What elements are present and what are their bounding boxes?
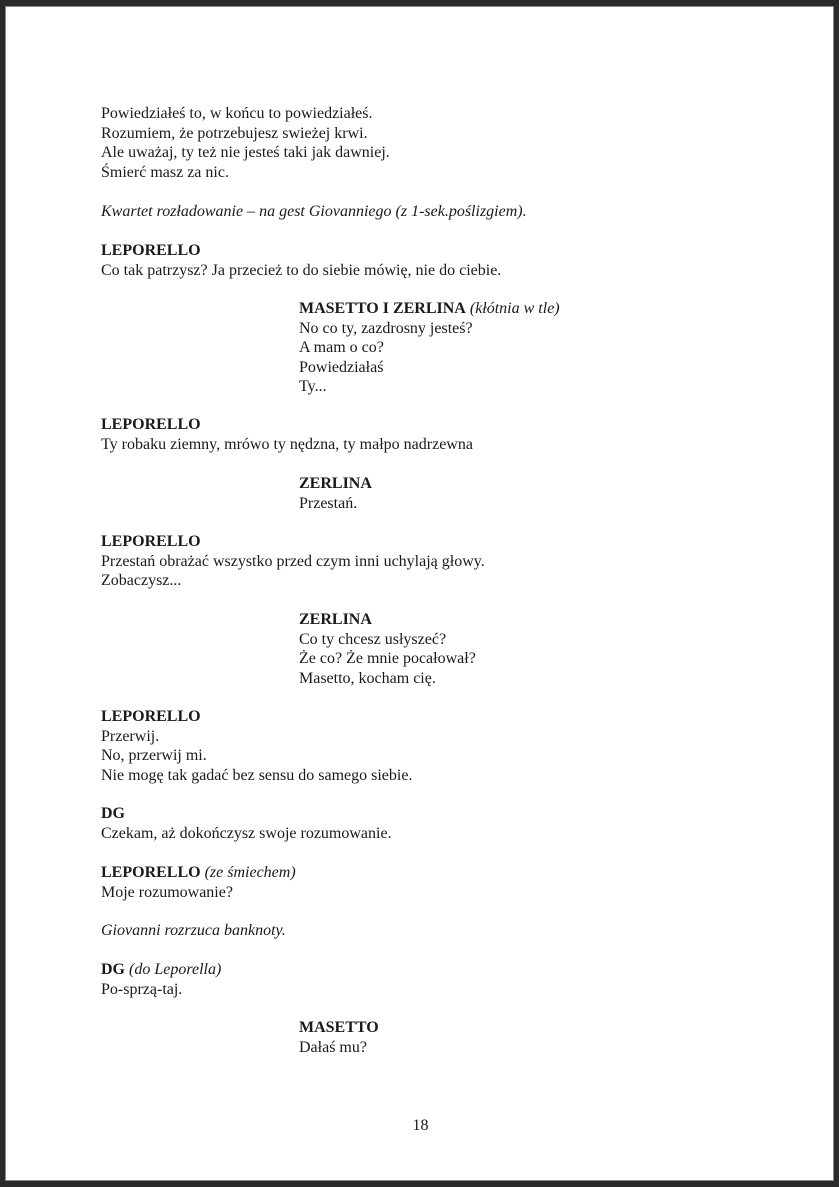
dialogue-line: No, przerwij mi.: [101, 747, 207, 764]
speech-block: [101, 804, 741, 843]
stage-direction-text: Giovanni rozrzuca banknoty.: [101, 922, 286, 939]
dialogue-line: Przestań obrażać wszystko przed czym inni uchylają głowy.: [101, 552, 485, 570]
dialogue-line: Co ty chcesz usłyszeć?: [299, 630, 447, 648]
speech-block: [299, 474, 739, 513]
stage-direction: [101, 921, 741, 941]
speech-block: [299, 299, 739, 397]
speaker-name: DG: [101, 805, 125, 822]
stage-direction: [101, 202, 741, 222]
dialogue-line: Przerwij.: [101, 727, 160, 745]
speaker-note: (kłótnia w tle): [469, 300, 560, 317]
dialogue-line: Ty...: [299, 378, 327, 395]
speech-block: [101, 960, 741, 999]
dialogue-line: Powiedziałeś to, w końcu to powiedziałeś.: [101, 105, 373, 122]
speech-block: [299, 1018, 739, 1057]
dialogue-continuation: [101, 104, 741, 182]
dialogue-line: Po-sprzą-taj.: [101, 980, 183, 998]
dialogue-line: Moje rozumowanie?: [101, 883, 233, 901]
dialogue-line: Ty robaku ziemny, mrówo ty nędzna, ty małpo nadrzewna: [101, 435, 473, 453]
speaker-name: LEPORELLO: [101, 864, 201, 881]
speaker-name: LEPORELLO: [101, 416, 201, 433]
speaker-note: (do Leporella): [129, 961, 222, 978]
stage-direction-text: Kwartet rozładowanie – na gest Giovanniego (z 1-sek.poślizgiem).: [101, 203, 527, 220]
dialogue-line: Że co? Że mnie pocałował?: [299, 650, 476, 667]
speaker-name: ZERLINA: [299, 611, 372, 628]
dialogue-line: Co tak patrzysz? Ja przecież to do siebie mówię, nie do ciebie.: [101, 261, 502, 279]
speaker-name: MASETTO: [299, 1019, 379, 1036]
speaker-name: MASETTO I ZERLINA: [299, 300, 466, 317]
speaker-name: DG: [101, 961, 125, 978]
dialogue-line: No co ty, zazdrosny jesteś?: [299, 319, 473, 337]
speaker-note: (ze śmiechem): [204, 864, 296, 881]
dialogue-line: Powiedziałaś: [299, 358, 384, 376]
dialogue-line: Rozumiem, że potrzebujesz swieżej krwi.: [101, 124, 368, 142]
dialogue-line: Śmierć masz za nic.: [101, 163, 229, 181]
dialogue-line: Nie mogę tak gadać bez sensu do samego siebie.: [101, 766, 413, 784]
dialogue-line: Czekam, aż dokończysz swoje rozumowanie.: [101, 824, 392, 842]
speaker-name: LEPORELLO: [101, 708, 201, 725]
speaker-name: ZERLINA: [299, 475, 372, 492]
dialogue-line: Zobaczysz...: [101, 572, 182, 589]
speech-block: [101, 863, 741, 902]
speaker-name: LEPORELLO: [101, 242, 201, 259]
dialogue-line: Ale uważaj, ty też nie jesteś taki jak dawniej.: [101, 144, 390, 161]
page-number: 18: [412, 1117, 429, 1134]
dialogue-line: Przestań.: [299, 494, 358, 512]
speech-block: [101, 532, 741, 591]
dialogue-line: Masetto, kocham cię.: [299, 669, 436, 687]
speech-block: [101, 707, 741, 785]
speech-block: [101, 415, 741, 454]
dialogue-line: Dałaś mu?: [299, 1038, 367, 1056]
speech-block: [299, 610, 739, 688]
speech-block: [101, 241, 741, 280]
dialogue-line: A mam o co?: [299, 339, 384, 356]
script-page: [5, 6, 834, 1181]
speaker-name: LEPORELLO: [101, 533, 201, 550]
